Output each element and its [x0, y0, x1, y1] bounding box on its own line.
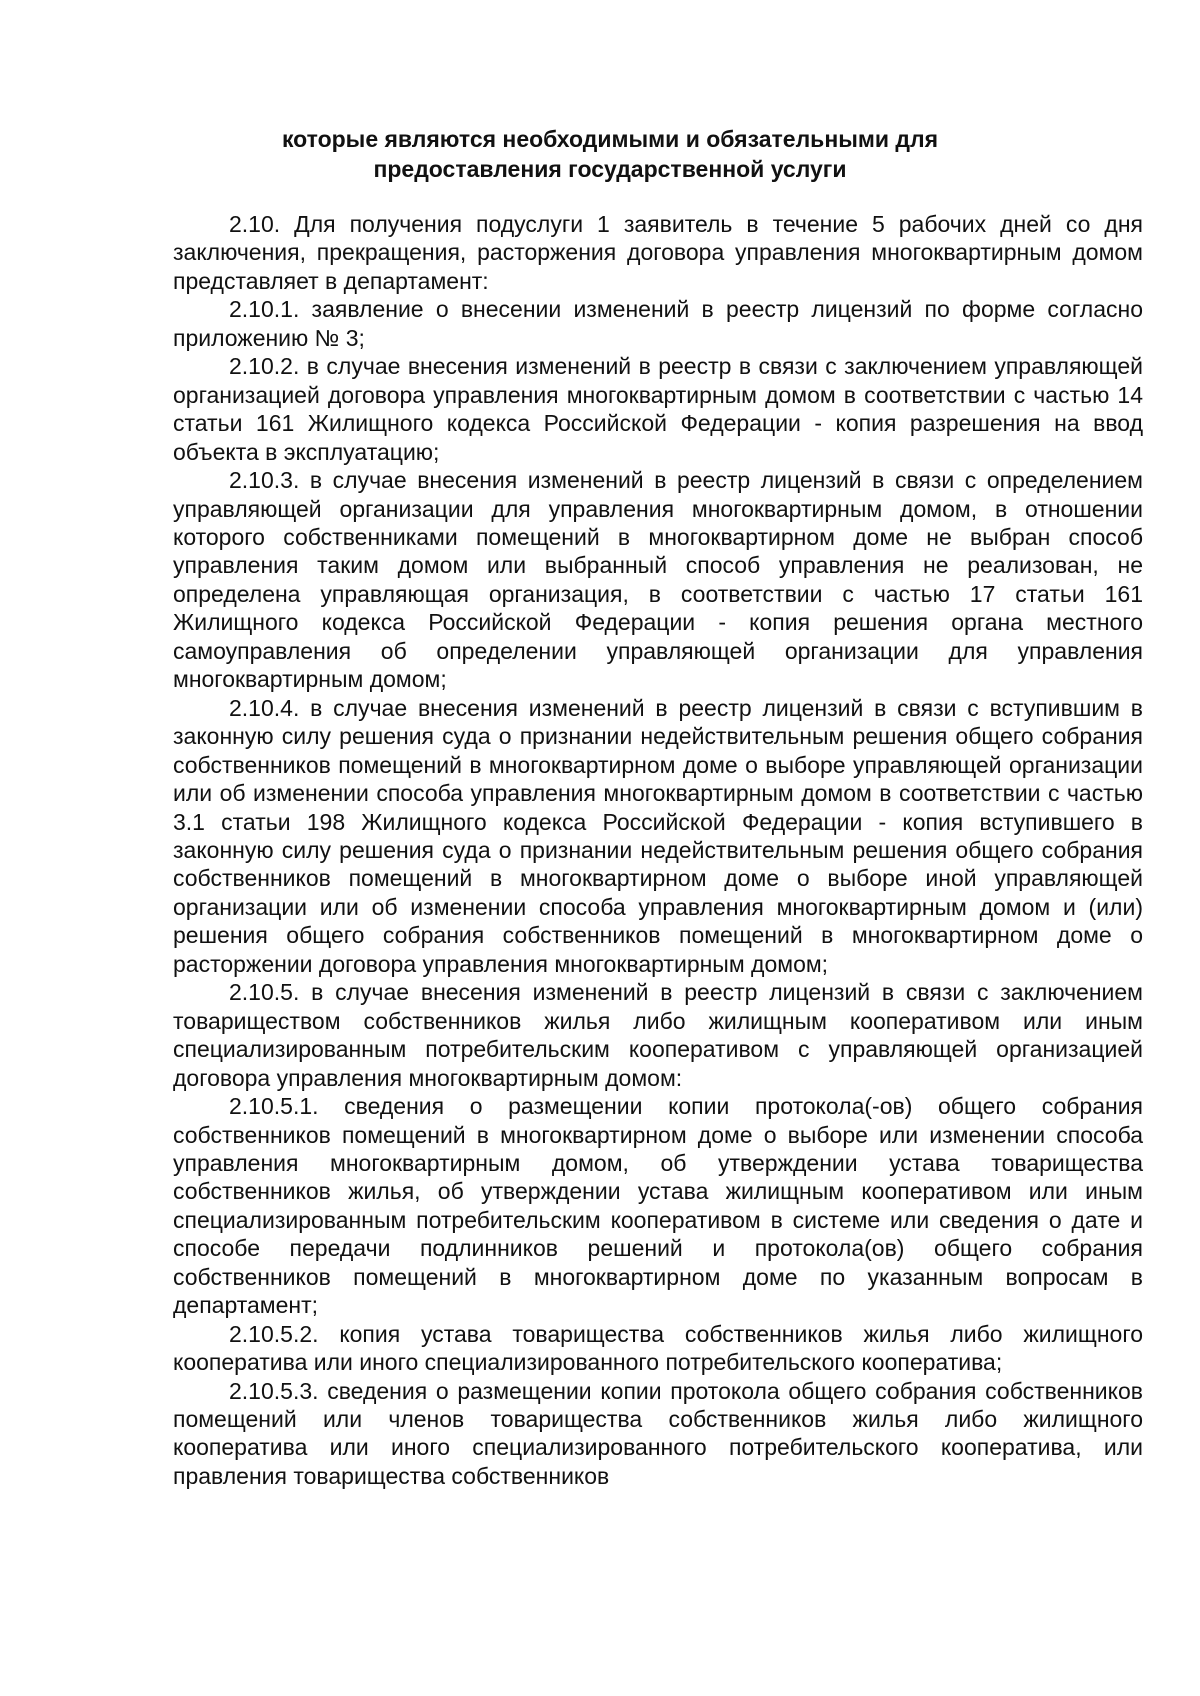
heading-line-1: которые являются необходимыми и обязательными для [281, 126, 939, 152]
paragraph-2-10-3: 2.10.3. в случае внесения изменений в реестр лицензий в связи с определением управляющей организации для управления многоквартирным домом, в отношении которого собственниками помещений в многоквартирном доме не выбран способ управления таким домом или выбранный способ управления не реализован, не определена управляющая организация, в соответствии с частью 17 статьи 161 Жилищного кодекса Российской Федерации - копия решения органа местного самоуправления об определении управляющей организации для управления многоквартирным домом; [173, 467, 1143, 693]
paragraph-2-10-5-3: 2.10.5.3. сведения о размещении копии протокола общего собрания собственников помещений или членов товарищества собственников жилья либо жилищного кооператива или иного специализированного потребительского кооператива, или правления товарищества собственников [173, 1377, 1143, 1489]
paragraph-2-10-2: 2.10.2. в случае внесения изменений в реестр в связи с заключением управляющей организацией договора управления многоквартирным домом в соответствии с частью 14 статьи 161 Жилищного кодекса Российской Федерации - копия разрешения на ввод объекта в эксплуатацию; [173, 353, 1143, 465]
section-heading [170, 124, 1050, 184]
paragraph-2-10-5-1: 2.10.5.1. сведения о размещении копии протокола(-ов) общего собрания собственников помещений в многоквартирном доме о выборе или изменении способа управления многоквартирным домом, об утверждении устава товарищества собственников жилья, об утверждении устава жилищным кооперативом или иным специализированным потребительским кооперативом в системе или сведения о дате и способе передачи подлинников решений и протокола(ов) общего собрания собственников помещений в многоквартирном доме по указанным вопросам в департамент; [173, 1093, 1143, 1319]
heading-line-2: предоставления государственной услуги [373, 156, 847, 182]
paragraph-2-10-1: 2.10.1. заявление о внесении изменений в реестр лицензий по форме согласно приложению № 3; [173, 296, 1143, 351]
document-body [173, 210, 1143, 1490]
paragraph-2-10-5-2: 2.10.5.2. копия устава товарищества собственников жилья либо жилищного кооператива или иного специализированного потребительского кооператива; [173, 1320, 1143, 1376]
paragraph-2-10: 2.10. Для получения подуслуги 1 заявитель в течение 5 рабочих дней со дня заключения, прекращения, расторжения договора управления многоквартирным домом представляет в департамент: [173, 211, 1143, 294]
paragraph-2-10-4: 2.10.4. в случае внесения изменений в реестр лицензий в связи с вступившим в законную силу решения суда о признании недействительным решения общего собрания собственников помещений в многоквартирном доме о выборе управляющей организации или об изменении способа управления многоквартирным домом в соответствии с частью 3.1 статьи 198 Жилищного кодекса Российской Федерации - копия вступившего в законную силу решения суда о признании недействительным решения общего собрания собственников помещений в многоквартирном доме о выборе иной управляющей организации или об изменении способа управления многоквартирным домом и (или) решения общего собрания собственников помещений в многоквартирном доме о расторжении договора управления многоквартирным домом; [173, 694, 1143, 977]
paragraph-2-10-5: 2.10.5. в случае внесения изменений в реестр лицензий в связи с заключением товариществом собственников жилья либо жилищным кооперативом или иным специализированным потребительским кооперативом с управляющей организацией договора управления многоквартирным домом: [173, 979, 1143, 1091]
